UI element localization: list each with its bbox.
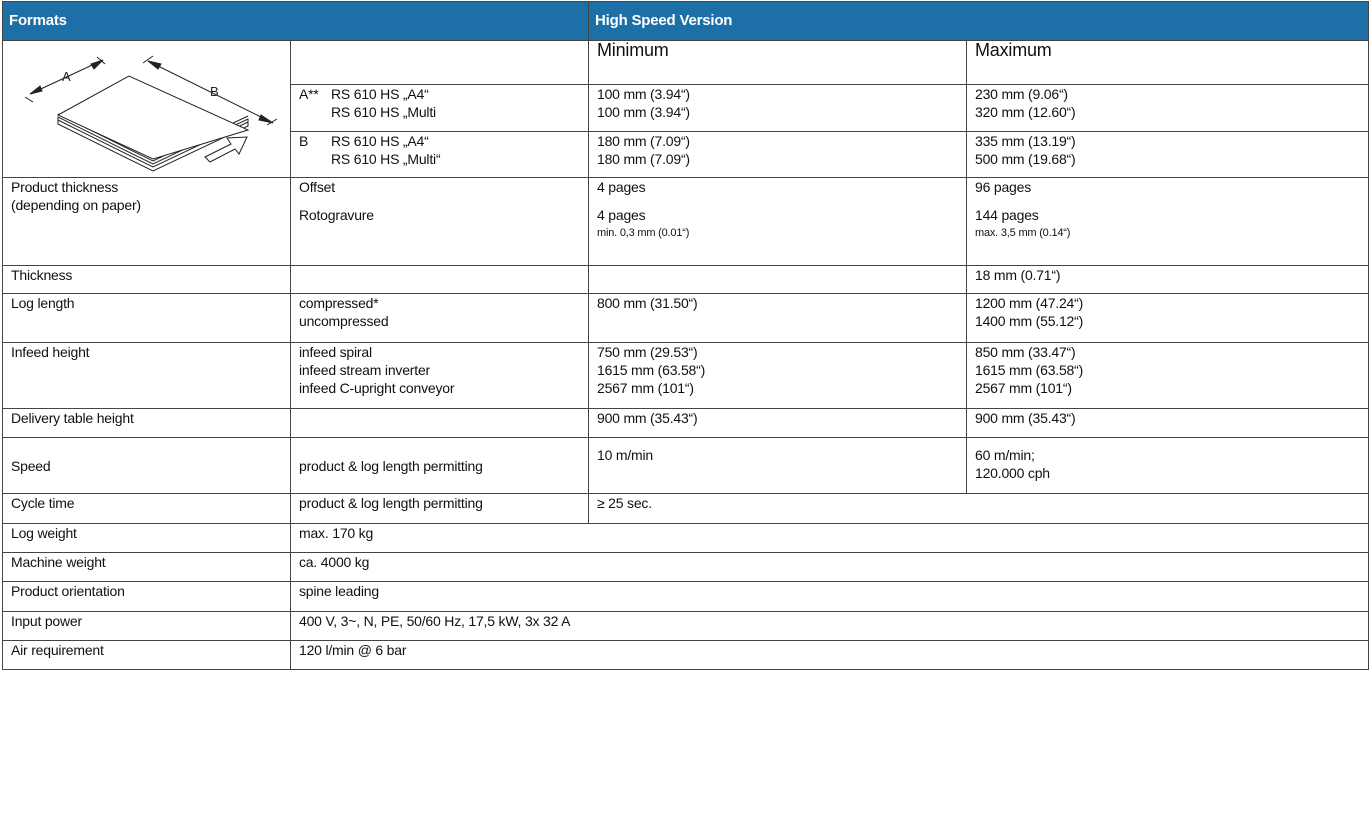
delivery-table-height-min: 900 mm (35.43“)	[589, 409, 967, 438]
speed-note: product & log length permitting	[291, 438, 589, 494]
format-a-key: A**	[299, 86, 319, 103]
format-a-max-2: 320 mm (12.60“)	[975, 104, 1076, 121]
header-row	[3, 2, 1369, 41]
delivery-table-height-label: Delivery table height	[3, 409, 291, 438]
offset-min: 4 pages	[597, 179, 646, 195]
speed-max-2: 120.000 cph	[975, 465, 1050, 481]
format-a-models	[291, 85, 589, 131]
format-a-min-1: 100 mm (3.94“)	[597, 86, 690, 103]
infeed-mode-1: infeed spiral	[299, 344, 372, 360]
air-requirement-label: Air requirement	[3, 641, 291, 670]
speed-min: 10 m/min	[589, 438, 967, 494]
thickness-row	[3, 266, 1369, 294]
speed-max	[967, 438, 1369, 494]
product-orientation-row	[3, 582, 1369, 612]
infeed-max-1: 850 mm (33.47“)	[975, 344, 1076, 360]
format-b-key: B	[299, 132, 309, 149]
thickness-label: Thickness	[3, 266, 291, 294]
product-thickness-max	[967, 178, 1369, 266]
thickness-blank-2	[589, 266, 967, 294]
format-a-model-1: RS 610 HS „A4“	[331, 86, 429, 103]
header-formats: Formats	[3, 2, 589, 41]
product-thickness-label-1: Product thickness	[11, 179, 119, 195]
speed-row	[3, 438, 1369, 494]
log-length-modes	[291, 294, 589, 343]
format-a-min	[589, 85, 967, 131]
log-weight-value: max. 170 kg	[291, 524, 1369, 553]
product-thickness-types	[291, 178, 589, 266]
format-b-models	[291, 131, 589, 177]
input-power-value: 400 V, 3~, N, PE, 50/60 Hz, 17,5 kW, 3x 32 A	[291, 612, 1369, 641]
infeed-height-min	[589, 343, 967, 409]
product-thickness-label	[3, 178, 291, 266]
format-b-model-2: RS 610 HS „Multi“	[331, 150, 441, 167]
format-b-max-2: 500 mm (19.68“)	[975, 150, 1076, 167]
thickness-max: 18 mm (0.71“)	[967, 266, 1369, 294]
machine-weight-row	[3, 553, 1369, 582]
dimension-a-label: A	[62, 69, 71, 84]
log-weight-label: Log weight	[3, 524, 291, 553]
product-thickness-min	[589, 178, 967, 266]
format-a-max-1: 230 mm (9.06“)	[975, 86, 1068, 103]
cycle-time-value: ≥ 25 sec.	[589, 494, 1369, 524]
log-length-max-1: 1200 mm (47.24“)	[975, 295, 1084, 311]
machine-weight-value: ca. 4000 kg	[291, 553, 1369, 582]
roto-max: 144 pages	[975, 207, 1039, 223]
delivery-table-height-blank	[291, 409, 589, 438]
dimension-b-label: B	[210, 84, 219, 99]
book-format-illustration	[3, 41, 291, 174]
type-rotogravure: Rotogravure	[299, 207, 374, 223]
format-a-model-2: RS 610 HS „Multi	[331, 104, 436, 121]
infeed-height-max	[967, 343, 1369, 409]
log-length-mode-1: compressed*	[299, 295, 379, 311]
format-a-min-2: 100 mm (3.94“)	[597, 104, 690, 121]
format-a-max	[967, 85, 1369, 131]
format-b-min-2: 180 mm (7.09“)	[597, 150, 690, 167]
product-orientation-label: Product orientation	[3, 582, 291, 612]
machine-weight-label: Machine weight	[3, 553, 291, 582]
minimum-heading: Minimum	[589, 41, 967, 85]
log-weight-row	[3, 524, 1369, 553]
header-version: High Speed Version	[589, 2, 1369, 41]
format-b-max	[967, 131, 1369, 177]
roto-max-note: max. 3,5 mm (0.14“)	[975, 227, 1071, 239]
format-b-max-1: 335 mm (13.19“)	[975, 132, 1076, 149]
speed-max-1: 60 m/min;	[975, 447, 1035, 463]
infeed-min-2: 1615 mm (63.58“)	[597, 362, 706, 378]
roto-min-note: min. 0,3 mm (0.01“)	[597, 227, 690, 239]
infeed-max-2: 1615 mm (63.58“)	[975, 362, 1084, 378]
format-b-min	[589, 131, 967, 177]
infeed-height-modes	[291, 343, 589, 409]
infeed-min-1: 750 mm (29.53“)	[597, 344, 698, 360]
offset-max: 96 pages	[975, 179, 1032, 195]
cycle-time-label: Cycle time	[3, 494, 291, 524]
type-offset: Offset	[299, 179, 335, 195]
thickness-blank-1	[291, 266, 589, 294]
format-illustration-cell	[3, 41, 291, 178]
speed-label: Speed	[3, 438, 291, 494]
log-length-max-2: 1400 mm (55.12“)	[975, 313, 1084, 329]
product-thickness-row	[3, 178, 1369, 266]
log-length-mode-2: uncompressed	[299, 313, 389, 329]
maximum-heading: Maximum	[967, 41, 1369, 85]
infeed-height-row	[3, 343, 1369, 409]
infeed-max-3: 2567 mm (101“)	[975, 380, 1072, 396]
min-max-row	[3, 41, 1369, 85]
delivery-table-height-row	[3, 409, 1369, 438]
log-length-row	[3, 294, 1369, 343]
cycle-time-row	[3, 494, 1369, 524]
cycle-time-note: product & log length permitting	[291, 494, 589, 524]
air-requirement-value: 120 l/min @ 6 bar	[291, 641, 1369, 670]
format-b-min-1: 180 mm (7.09“)	[597, 132, 690, 149]
input-power-row	[3, 612, 1369, 641]
product-orientation-value: spine leading	[291, 582, 1369, 612]
infeed-mode-3: infeed C-upright conveyor	[299, 380, 455, 396]
input-power-label: Input power	[3, 612, 291, 641]
spec-table	[2, 1, 1369, 670]
log-length-max	[967, 294, 1369, 343]
log-length-label: Log length	[3, 294, 291, 343]
minmax-blank	[291, 41, 589, 85]
infeed-height-label: Infeed height	[3, 343, 291, 409]
delivery-table-height-max: 900 mm (35.43“)	[967, 409, 1369, 438]
infeed-min-3: 2567 mm (101“)	[597, 380, 694, 396]
infeed-mode-2: infeed stream inverter	[299, 362, 430, 378]
format-b-model-1: RS 610 HS „A4“	[331, 132, 429, 149]
roto-min: 4 pages	[597, 207, 646, 223]
log-length-min: 800 mm (31.50“)	[589, 294, 967, 343]
air-requirement-row	[3, 641, 1369, 670]
product-thickness-label-2: (depending on paper)	[11, 197, 141, 213]
